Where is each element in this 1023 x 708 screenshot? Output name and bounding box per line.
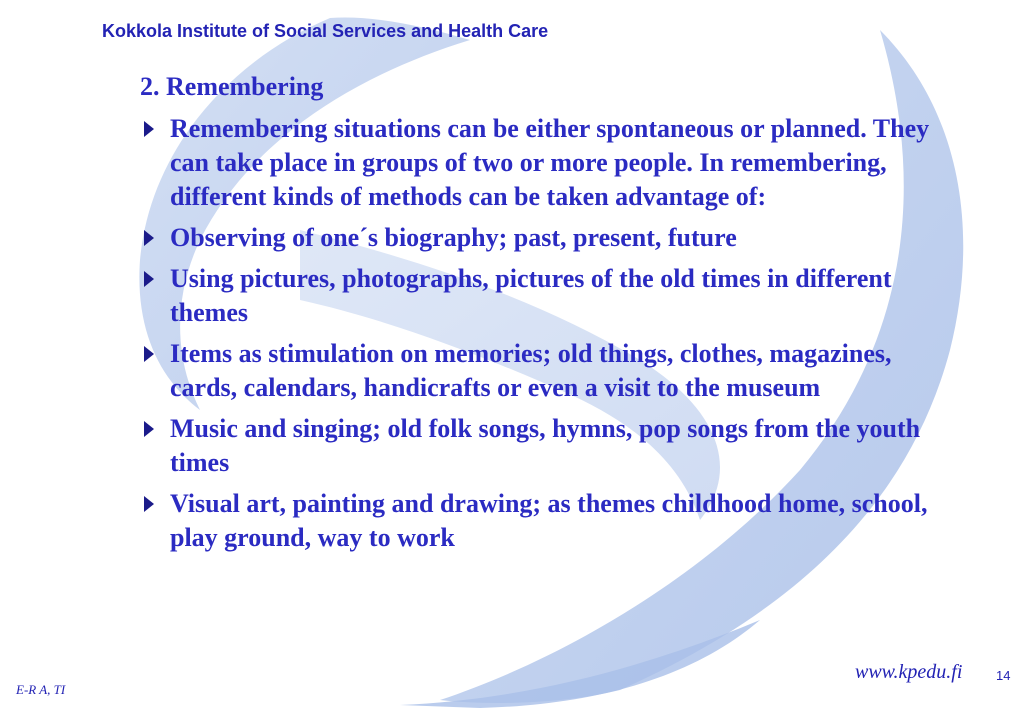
- bullet-text: Using pictures, photographs, pictures of the old times in different themes: [170, 264, 892, 327]
- bullet-text: Remembering situations can be either spontaneous or planned. They can take place in groups of two or more people. In remembering, different kinds of methods can be taken advantage of:: [170, 114, 930, 211]
- website-link[interactable]: www.kpedu.fi: [855, 661, 963, 683]
- author-footer: E-R A, TI: [16, 682, 66, 697]
- page-number: 14: [996, 668, 1011, 683]
- bullet-item: [140, 112, 960, 214]
- bullet-item: [140, 337, 960, 405]
- bullet-item: [140, 487, 960, 555]
- triangle-right-icon: [144, 421, 154, 437]
- institution-header: Kokkola Institute of Social Services and Health Care: [102, 21, 549, 41]
- triangle-right-icon: [144, 346, 154, 362]
- bullet-list: [140, 112, 960, 555]
- bullet-item: [140, 412, 960, 480]
- bullet-text: Music and singing; old folk songs, hymns, pop songs from the youth times: [170, 414, 921, 477]
- triangle-right-icon: [144, 271, 154, 287]
- triangle-right-icon: [144, 496, 154, 512]
- section-title: 2. Remembering: [140, 72, 324, 101]
- bullet-text: Items as stimulation on memories; old things, clothes, magazines, cards, calendars, handicrafts or even a visit to the museum: [170, 339, 892, 402]
- slide-content: [140, 70, 960, 562]
- triangle-right-icon: [144, 121, 154, 137]
- bullet-item: [140, 262, 960, 330]
- bullet-text: Observing of one´s biography; past, present, future: [170, 223, 737, 252]
- triangle-right-icon: [144, 230, 154, 246]
- bullet-item: [140, 221, 960, 255]
- bullet-text: Visual art, painting and drawing; as themes childhood home, school, play ground, way to work: [170, 489, 928, 552]
